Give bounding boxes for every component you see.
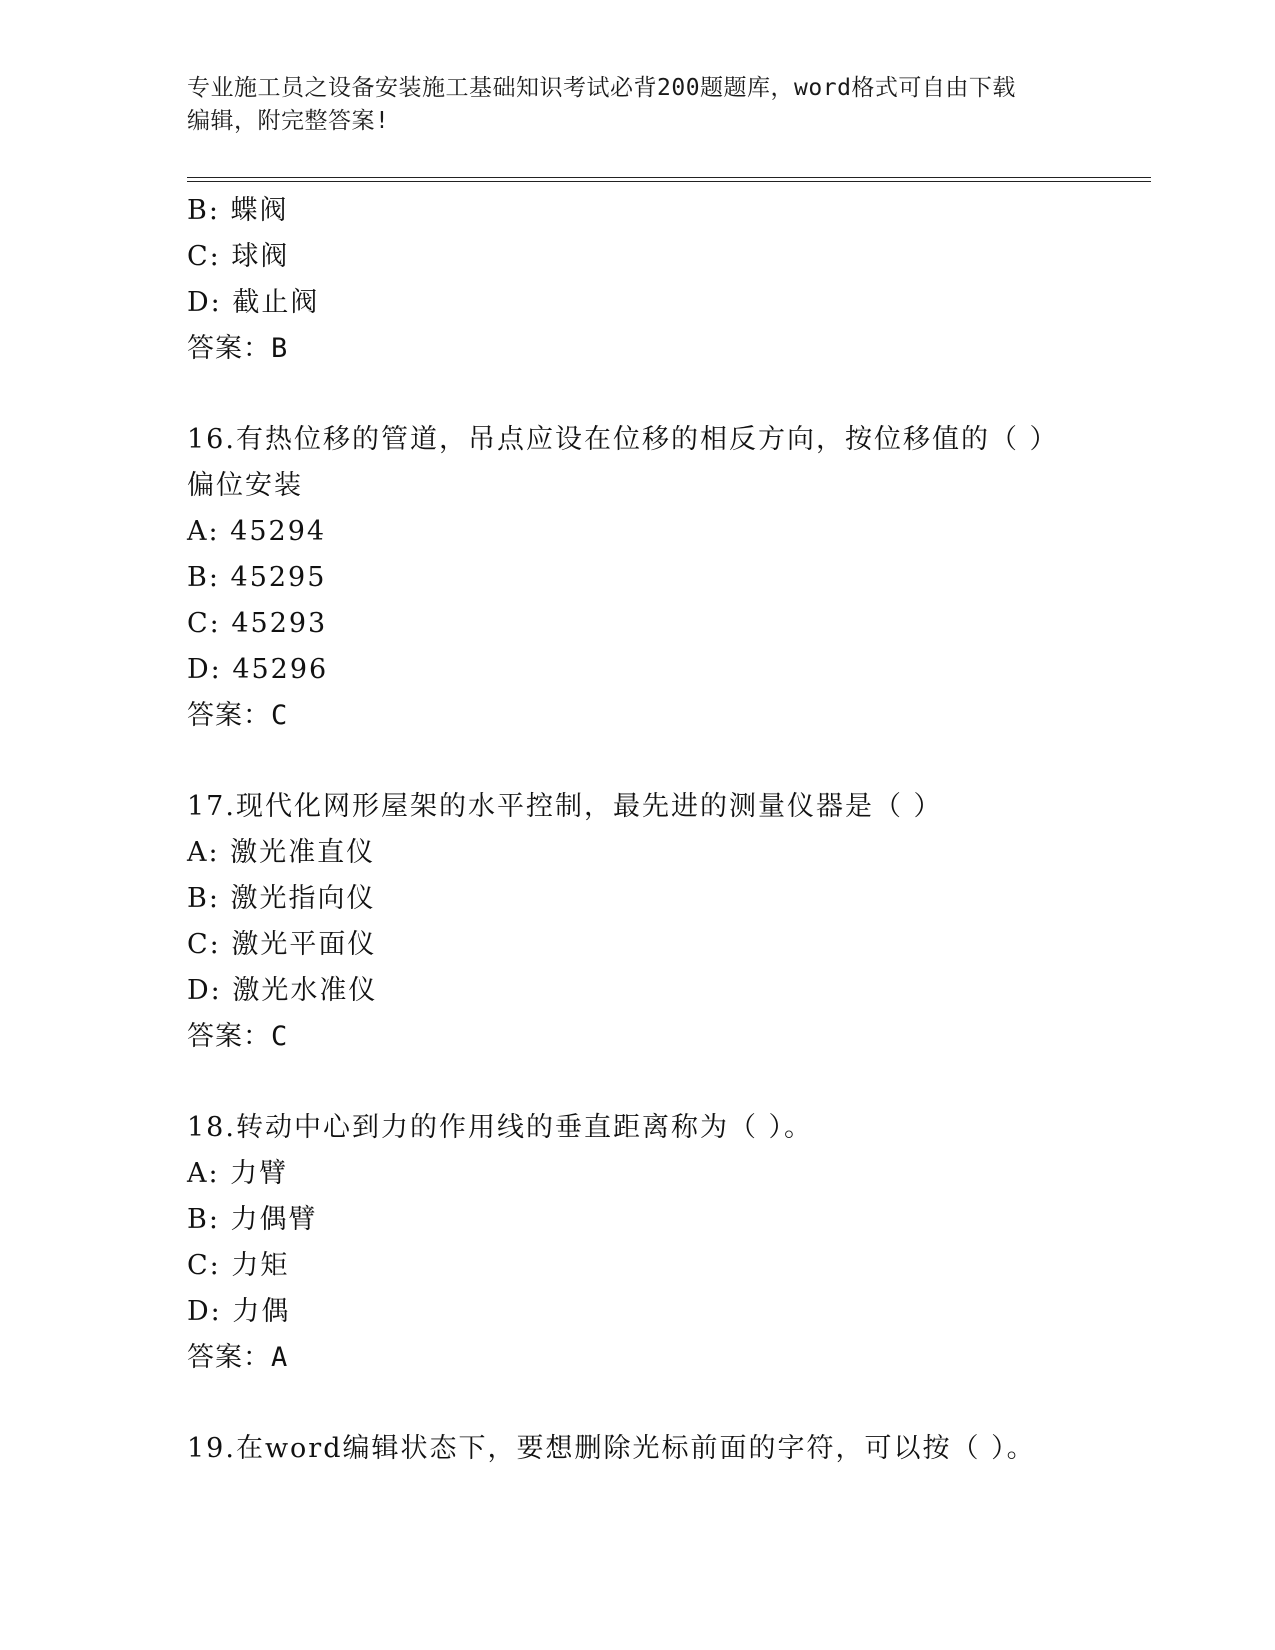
- spacer: [187, 1381, 1151, 1426]
- spacer: [187, 739, 1151, 784]
- question-17: [187, 784, 1151, 1060]
- option-b: B: 激光指向仪: [187, 883, 376, 914]
- option-c: C: 球阀: [187, 241, 290, 272]
- header-divider: [187, 177, 1151, 182]
- option-d: D: 截止阀: [187, 287, 320, 318]
- option-a: A: 激光准直仪: [187, 837, 376, 868]
- spacer: [187, 372, 1151, 417]
- option-c: C: 力矩: [187, 1250, 290, 1281]
- header-line-2: 编辑，附完整答案!: [187, 108, 390, 134]
- spacer: [187, 1060, 1151, 1105]
- header-line-1: 专业施工员之设备安装施工基础知识考试必背200题题库，word格式可自由下载: [187, 75, 1016, 101]
- answer: 答案：A: [187, 1342, 289, 1373]
- question-stem: 18.转动中心到力的作用线的垂直距离称为（ ）。: [187, 1112, 814, 1143]
- option-a: A: 45294: [187, 516, 327, 547]
- question-15: [187, 188, 1151, 372]
- option-b: B: 力偶臂: [187, 1204, 318, 1235]
- question-stem: 17.现代化网形屋架的水平控制，最先进的测量仪器是（ ）: [187, 791, 943, 822]
- option-c: C: 45293: [187, 608, 328, 639]
- question-18: [187, 1105, 1151, 1381]
- option-d: D: 激光水准仪: [187, 975, 378, 1006]
- question-stem-continued: 偏位安装: [187, 470, 303, 501]
- answer: 答案：B: [187, 333, 289, 364]
- option-b: B: 45295: [187, 562, 327, 593]
- document-header: [187, 72, 1087, 138]
- question-stem: 16.有热位移的管道，吊点应设在位移的相反方向，按位移值的（ ）: [187, 424, 1059, 455]
- question-16: [187, 417, 1151, 739]
- answer: 答案：C: [187, 700, 289, 731]
- option-b: B: 蝶阀: [187, 195, 289, 226]
- option-a: A: 力臂: [187, 1158, 289, 1189]
- option-d: D: 45296: [187, 654, 329, 685]
- question-stem: 19.在word编辑状态下，要想删除光标前面的字符，可以按（ ）。: [187, 1433, 1036, 1464]
- option-c: C: 激光平面仪: [187, 929, 377, 960]
- question-19: [187, 1426, 1151, 1472]
- answer: 答案：C: [187, 1021, 289, 1052]
- option-d: D: 力偶: [187, 1296, 291, 1327]
- question-list: [187, 188, 1151, 1472]
